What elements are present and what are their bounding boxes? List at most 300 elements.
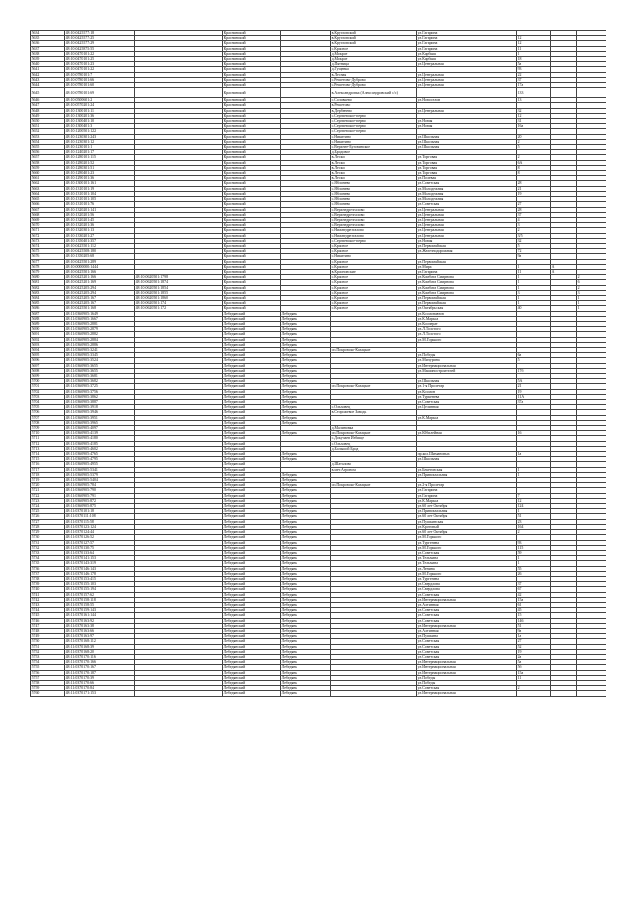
cell-cadastral-number: 48:11:0360905:3681 <box>65 374 135 379</box>
cell-street: ул.Интернациональная <box>417 597 517 602</box>
cell-street: ул.Свердлова <box>417 587 517 592</box>
cell-cadastral-number: 48:10:0470101:25 <box>65 57 135 62</box>
cell-cadastral-number: 48:11:0360905:3862 <box>65 394 135 399</box>
cell-house: 1 <box>517 472 551 477</box>
cell-settlement-council: Лебедянь <box>281 556 331 561</box>
cell-row-number: 5731 <box>31 540 65 545</box>
cell-house: 2 <box>517 530 551 535</box>
cell-house: 21 <box>517 384 551 389</box>
cell-row-number: 5712 <box>31 441 65 446</box>
cell-row-number: 5729 <box>31 530 65 535</box>
cell-cadastral-number: 48:10:1310101:76 <box>65 202 135 207</box>
cell-district: Лебедянский <box>223 452 281 457</box>
cell-cadastral-number: 48:10:1310101:105 <box>65 197 135 202</box>
cell-district: Краснинский <box>223 301 281 306</box>
cell-cadastral-number: 48:10:0780101:60 <box>65 83 135 88</box>
cell-cadastral-number: 48:10:1320201:36 <box>65 223 135 228</box>
cell-row-number: 5689 <box>31 321 65 326</box>
cell-cadastral-number: 48:11:0360905:4795 <box>65 457 135 462</box>
cell-locality: д.Малиновка <box>331 426 417 431</box>
cell-row-number: 5719 <box>31 478 65 483</box>
cell-house: 2 <box>517 228 551 233</box>
cell-settlement-council <box>281 88 331 98</box>
cell-settlement-council: Лебедянь <box>281 639 331 644</box>
cell-cadastral-number: 48:10:1280101:115 <box>65 155 135 160</box>
cell-locality: с.Верхнедрезгалово <box>331 223 417 228</box>
cell-street: ул.Алтинная <box>417 628 517 633</box>
cell-locality: с.Верхнедрезгалово <box>331 212 417 217</box>
cell-cadastral-number: 48:11:0360905:3524 <box>65 358 135 363</box>
cell-district: Лебедянский <box>223 483 281 488</box>
cell-settlement-council: Лебедянь <box>281 514 331 519</box>
cell-street: ул.Советская <box>417 649 517 654</box>
cell-street: ул.Карбыш <box>417 51 517 56</box>
cell-street: ул.Юбилейная <box>417 431 517 436</box>
cell-district: Краснинский <box>223 295 281 300</box>
cell-street: ул.Космонавтов <box>417 311 517 316</box>
cell-house: 12 <box>517 498 551 503</box>
cell-street: ул.Интернациональная <box>417 665 517 670</box>
cell-locality: с.Красное <box>331 264 417 269</box>
cell-district: Краснинский <box>223 98 281 103</box>
cell-house: 12 <box>517 113 551 118</box>
cell-street: ул.Комбата Смирнова <box>417 290 517 295</box>
table-row <box>31 88 607 98</box>
cell-street: ул.Алтинная <box>417 602 517 607</box>
cell-district: Краснинский <box>223 306 281 311</box>
cell-district: Краснинский <box>223 103 281 108</box>
cell-row-number: 5724 <box>31 504 65 509</box>
cell-street: ул.Победы <box>417 353 517 358</box>
cell-cadastral-number: 48:11:0370101:18 <box>65 509 135 514</box>
cell-street: ул.Центральная <box>417 77 517 82</box>
cell-district: Лебедянский <box>223 400 281 405</box>
cell-street: ул.60 лет Октября <box>417 530 517 535</box>
cell-cadastral-number: 48:11:0370127:57 <box>65 540 135 545</box>
cell-locality: с.Красное <box>331 275 417 280</box>
cell-cadastral-number: 48:10:0425205:167 <box>65 295 135 300</box>
cell-district: Краснинский <box>223 113 281 118</box>
cell-street: ул.Школьная <box>417 134 517 139</box>
cell-cadastral-number: 48:10:1320201:45 <box>65 217 135 222</box>
cell-locality: с.Сергиевское-перво <box>331 238 417 243</box>
cell-cadastral-number: 48:10:0425577:29 <box>65 41 135 46</box>
cell-cadastral-number: 48:11:0370111:108 <box>65 514 135 519</box>
cell-settlement-council: Лебедянь <box>281 524 331 529</box>
cell-street: ул.Тельмана <box>417 556 517 561</box>
cell-street: ул.Гагарина <box>417 269 517 274</box>
cell-row-number: 5760 <box>31 691 65 696</box>
cell-row-number: 5739 <box>31 582 65 587</box>
cell-house: 32 <box>517 238 551 243</box>
cell-row-number: 5732 <box>31 545 65 550</box>
cell-row-number: 5743 <box>31 602 65 607</box>
cell-cadastral-number: 48:10:0425508:180 <box>65 249 135 254</box>
cell-street: ул.Гагарина <box>417 488 517 493</box>
cell-locality: д.Мокрое <box>331 51 417 56</box>
cell-house: 15 <box>517 613 551 618</box>
cell-street: ул.Гагарина <box>417 41 517 46</box>
cell-house: 6А <box>517 160 551 165</box>
cell-row-number: 5634 <box>31 31 65 36</box>
cell-house: 1 <box>517 295 551 300</box>
cell-locality: сп.Покровско-Казацкое <box>331 384 417 389</box>
cell-street: ул.Советская <box>417 639 517 644</box>
cell-house: 9а <box>517 254 551 259</box>
cell-house: 1 <box>517 275 551 280</box>
cell-row-number: 5747 <box>31 623 65 628</box>
cell-street: ул.Советская <box>417 400 517 405</box>
cell-cadastral-number: 48:10:0425205:294 <box>65 290 135 295</box>
cell-district: Краснинский <box>223 83 281 88</box>
cell-settlement-council: Лебедянь <box>281 493 331 498</box>
cell-street: ул.Торговая <box>417 160 517 165</box>
cell-locality: д.Бродовое <box>331 150 417 155</box>
cell-street: ул.Привокзальная <box>417 509 517 514</box>
cell-district: Краснинский <box>223 275 281 280</box>
cell-cadastral-number: 48:10:1300401:10 <box>65 119 135 124</box>
cell-district: Лебедянский <box>223 436 281 441</box>
cell-district: Краснинский <box>223 124 281 129</box>
cell-district: Лебедянский <box>223 613 281 618</box>
cell-row-number: 5687 <box>31 311 65 316</box>
cell-street: ул.Торговая <box>417 165 517 170</box>
cell-house: 5А <box>517 379 551 384</box>
cell-settlement-council: Лебедянь <box>281 358 331 363</box>
cell-district: Краснинский <box>223 254 281 259</box>
cell-row-number: 5736 <box>31 566 65 571</box>
cell-locality: с.Верхнедрезгалово <box>331 207 417 212</box>
cell-row-number: 5700 <box>31 379 65 384</box>
cell-cadastral-number: 48:11:0360905:4185 <box>65 441 135 446</box>
cell-cadastral-number: 48:11:0370126:52 <box>65 535 135 540</box>
cell-house: 13 <box>517 98 551 103</box>
cell-cadastral-number: 48:10:1300101:161 <box>65 181 135 186</box>
cell-house: 11 <box>517 675 551 680</box>
cell-district: Лебедянский <box>223 332 281 337</box>
cell-locality: с.Соловьево <box>331 98 417 103</box>
cell-house: 22 <box>517 72 551 77</box>
cell-cadastral-number: 48:11:0360905:3345 <box>65 353 135 358</box>
cell-cadastral-number: 48:10:1280201:52 <box>65 160 135 165</box>
cell-settlement-council: Лебедянь <box>281 415 331 420</box>
cell-apartment: 3 <box>577 290 607 295</box>
cell-row-number: 5677 <box>31 259 65 264</box>
cell-district: Лебедянский <box>223 363 281 368</box>
cell-locality: в.Решетово <box>331 103 417 108</box>
cell-street: ул.Комбата Смирнова <box>417 280 517 285</box>
cell-house: 3 <box>517 290 551 295</box>
cell-cadastral-number: 48:11:0370168:20 <box>65 649 135 654</box>
cell-house: 16 <box>517 431 551 436</box>
cell-locality: с.Красное <box>331 295 417 300</box>
cell-cadastral-number: 48:10:1310101:19 <box>65 186 135 191</box>
cell-house: 5 <box>517 243 551 248</box>
cell-cadastral-number: 48:11:0360905:2884 <box>65 337 135 342</box>
cell-cadastral-number: 48:11:0370161:144 <box>65 613 135 618</box>
cell-street: ул.Школьная <box>417 139 517 144</box>
cell-district: Краснинский <box>223 150 281 155</box>
cell-settlement-council: Лебедянь <box>281 410 331 415</box>
cell-house: 7 <box>517 493 551 498</box>
cell-street: ул.Машиностроителей <box>417 368 517 373</box>
cell-locality: в.Кругловский <box>331 36 417 41</box>
cell-district: Краснинский <box>223 77 281 82</box>
cell-settlement-council: Лебедянь <box>281 550 331 555</box>
cell-district: Лебедянский <box>223 321 281 326</box>
cell-locality: с.Яблонево <box>331 202 417 207</box>
cell-settlement-council: Лебедянь <box>281 332 331 337</box>
cell-row-number: 5650 <box>31 119 65 124</box>
cell-old-cadastral-number: 48:10:0620501:1854 <box>135 285 223 290</box>
cell-house: 20 <box>517 134 551 139</box>
cell-house: 11 <box>517 46 551 51</box>
cell-locality: с.Красное <box>331 46 417 51</box>
cell-district: Лебедянский <box>223 660 281 665</box>
cell-district: Лебедянский <box>223 431 281 436</box>
cell-settlement-council: Лебедянь <box>281 316 331 321</box>
cell-settlement-council: Лебедянь <box>281 478 331 483</box>
cell-cadastral-number: 48:11:0370163:66 <box>65 628 135 633</box>
cell-district: Краснинский <box>223 212 281 217</box>
cell-street: ул.Интернациональная <box>417 363 517 368</box>
cell-cadastral-number: 48:11:0360905:2879 <box>65 327 135 332</box>
cell-district: Лебедянский <box>223 389 281 394</box>
cell-row-number: 5673 <box>31 238 65 243</box>
cell-house: 67 <box>517 587 551 592</box>
cell-cadastral-number: 48:11:0370124:44 <box>65 530 135 535</box>
cell-cadastral-number: 48:10:1330201:27 <box>65 233 135 238</box>
cell-settlement-council: Лебедянь <box>281 394 331 399</box>
cell-street: ул.60 лет Октября <box>417 504 517 509</box>
cell-district: Краснинский <box>223 134 281 139</box>
cell-district: Лебедянский <box>223 675 281 680</box>
cell-house: 21 <box>517 186 551 191</box>
cell-house: 28 <box>517 207 551 212</box>
cell-locality: в.Кругловский <box>331 31 417 36</box>
cell-street: ул.Советская <box>417 613 517 618</box>
cell-house: 51 <box>517 623 551 628</box>
cell-district: Лебедянский <box>223 634 281 639</box>
cell-street: ул.Торговая <box>417 155 517 160</box>
cell-settlement-council: Лебедянь <box>281 597 331 602</box>
cell-street: ул.Советская <box>417 686 517 691</box>
cell-row-number: 5671 <box>31 228 65 233</box>
cell-street: ул.М.Горького <box>417 545 517 550</box>
cell-house: 19 <box>517 389 551 394</box>
cell-cadastral-number: 48:10:1300101:11 <box>65 108 135 113</box>
cell-house: 17б <box>517 368 551 373</box>
cell-cadastral-number: 48:11:0370130:75 <box>65 545 135 550</box>
cell-settlement-council: Лебедянь <box>281 644 331 649</box>
cell-settlement-council: Лебедянь <box>281 342 331 347</box>
cell-locality: с.Красное <box>331 301 417 306</box>
cell-row-number: 5635 <box>31 36 65 41</box>
cell-row-number: 5706 <box>31 410 65 415</box>
cell-street: пр.кол.Шимановых <box>417 452 517 457</box>
cell-house: 9а <box>517 628 551 633</box>
cell-street: ул.Кротовый <box>417 524 517 529</box>
cell-street: ул.Школьная <box>417 145 517 150</box>
cell-row-number: 5748 <box>31 628 65 633</box>
cell-house: 164 <box>517 524 551 529</box>
cell-district: Лебедянский <box>223 535 281 540</box>
cell-row-number: 5642 <box>31 72 65 77</box>
cell-row-number: 5659 <box>31 165 65 170</box>
cell-row-number: 5746 <box>31 618 65 623</box>
cell-row-number: 5686 <box>31 306 65 311</box>
cell-district: Краснинский <box>223 181 281 186</box>
cell-locality <box>331 691 417 696</box>
cell-house: 146 <box>517 618 551 623</box>
cell-district: Краснинский <box>223 129 281 134</box>
cell-row-number: 5696 <box>31 358 65 363</box>
cell-district: Лебедянский <box>223 478 281 483</box>
cell-cadastral-number: 48:11:0360905:791 <box>65 493 135 498</box>
cell-cadastral-number: 48:10:0500601:2 <box>65 98 135 103</box>
cell-house: 5б <box>517 665 551 670</box>
cell-settlement-council: Лебедянь <box>281 566 331 571</box>
cell-apartment: 1 <box>577 306 607 311</box>
cell-locality: в.Кругловский <box>331 41 417 46</box>
cell-cadastral-number: 48:10:1230301:243 <box>65 134 135 139</box>
cell-locality: с.Докучаев Избище <box>331 436 417 441</box>
cell-settlement-council: Лебедянь <box>281 582 331 587</box>
cell-district: Лебедянский <box>223 649 281 654</box>
cell-house: 133 <box>517 88 551 98</box>
cell-street: ул.Советская <box>417 202 517 207</box>
cell-district: Краснинский <box>223 57 281 62</box>
cell-house: 124 <box>517 504 551 509</box>
cell-locality: сп.Покровско-Казацкое <box>331 483 417 488</box>
cell-house: 17а <box>517 83 551 88</box>
cell-street: ул.Космон <box>417 389 517 394</box>
cell-settlement-council: Лебедянь <box>281 504 331 509</box>
cell-district: Лебедянский <box>223 353 281 358</box>
cell-apartment: 1 <box>577 301 607 306</box>
cell-cadastral-number: 48:11:0360905:784 <box>65 483 135 488</box>
cell-row-number: 5641 <box>31 67 65 72</box>
cell-house: 6а <box>517 353 551 358</box>
cell-house: 37 <box>517 582 551 587</box>
cell-locality: в.Сторожевое Заводь <box>331 410 417 415</box>
cell-row-number: 5638 <box>31 51 65 56</box>
cell-locality: с.Никитино <box>331 134 417 139</box>
cell-settlement-council: Лебедянь <box>281 576 331 581</box>
cell-district: Краснинский <box>223 223 281 228</box>
cell-cadastral-number: 48:11:0370170:167 <box>65 665 135 670</box>
cell-row-number: 5643 <box>31 77 65 82</box>
cell-district: Лебедянский <box>223 524 281 529</box>
cell-district: Лебедянский <box>223 368 281 373</box>
cell-street: ул.1-я Пролетар <box>417 384 517 389</box>
cell-settlement-council: Лебедянь <box>281 321 331 326</box>
cell-row-number: 5750 <box>31 639 65 644</box>
cell-locality: с.Красное <box>331 285 417 290</box>
cell-district: Краснинский <box>223 243 281 248</box>
cell-row-number: 5685 <box>31 301 65 306</box>
cell-row-number: 5713 <box>31 446 65 451</box>
cell-row-number: 5758 <box>31 680 65 685</box>
cell-district: Краснинский <box>223 280 281 285</box>
cell-house: 1 <box>517 509 551 514</box>
cell-locality: д.Пятница <box>331 62 417 67</box>
cell-district: Краснинский <box>223 51 281 56</box>
cell-locality: с.Сергиевское-перво <box>331 119 417 124</box>
cell-cadastral-number: 48:11:0370170:166 <box>65 660 135 665</box>
cell-row-number: 5756 <box>31 670 65 675</box>
cell-building <box>551 88 577 98</box>
cell-cadastral-number: 48:10:1300201:36 <box>65 113 135 118</box>
cell-house: 2 <box>517 155 551 160</box>
cell-district: Краснинский <box>223 165 281 170</box>
cell-locality: с.Красное <box>331 306 417 311</box>
cell-row-number: 5654 <box>31 139 65 144</box>
cell-cadastral-number: 48:11:0370115:58 <box>65 519 135 524</box>
cell-settlement-council: Лебедянь <box>281 623 331 628</box>
cell-row-number: 5645 <box>31 88 65 98</box>
cell-house: 2 <box>517 139 551 144</box>
cell-cadastral-number: 48:11:0370143:319 <box>65 561 135 566</box>
cell-row-number: 5679 <box>31 269 65 274</box>
cell-district: Лебедянский <box>223 691 281 696</box>
cell-settlement-council: Лебедянь <box>281 561 331 566</box>
cell-settlement-council: Лебедянь <box>281 431 331 436</box>
cell-house: 1 <box>517 280 551 285</box>
cell-cadastral-number: 48:10:0470101:22 <box>65 67 135 72</box>
cell-district: Краснинский <box>223 238 281 243</box>
cell-cadastral-number: 48:11:0370141:153 <box>65 556 135 561</box>
cell-cadastral-number: 48:10:0780101:66 <box>65 77 135 82</box>
cell-district: Лебедянский <box>223 472 281 477</box>
cell-cadastral-number: 48:10:0425201:166 <box>65 275 135 280</box>
cell-street: ул.Советская <box>417 550 517 555</box>
cell-row-number: 5704 <box>31 400 65 405</box>
cell-district: Лебедянский <box>223 446 281 451</box>
cell-old-cadastral-number: 48:10:0620501:1798 <box>135 275 223 280</box>
cell-cadastral-number: 48:11:0370170:187 <box>65 670 135 675</box>
cell-row-number: 5688 <box>31 316 65 321</box>
cell-street: ул.Тельмана <box>417 561 517 566</box>
cell-house: 5а <box>517 62 551 67</box>
cell-house: 1 <box>517 561 551 566</box>
cell-settlement-council: Лебедянь <box>281 675 331 680</box>
cell-settlement-council: Лебедянь <box>281 488 331 493</box>
cell-district: Краснинский <box>223 31 281 36</box>
cell-street: ул.Пушкинская <box>417 519 517 524</box>
cell-settlement-council: Лебедянь <box>281 628 331 633</box>
cell-cadastral-number: 48:10:0780101:7 <box>65 72 135 77</box>
cell-cadastral-number: 48:11:0370168:112 <box>65 639 135 644</box>
cell-settlement-council: Лебедянь <box>281 457 331 462</box>
cell-settlement-council: Лебедянь <box>281 691 331 696</box>
cell-cadastral-number: 48:11:0370163:92 <box>65 618 135 623</box>
cell-settlement-council: Лебедянь <box>281 368 331 373</box>
cell-locality: д.Большой Брод <box>331 446 417 451</box>
cell-cadastral-number: 48:11:0370133:64 <box>65 550 135 555</box>
cell-cadastral-number: 48:11:0360905:2882 <box>65 332 135 337</box>
cell-district: Лебедянский <box>223 571 281 576</box>
cell-settlement-council: Лебедянь <box>281 634 331 639</box>
cell-locality: с.Решетово-Дуброво <box>331 77 417 82</box>
cell-row-number: 5757 <box>31 675 65 680</box>
cell-building: А <box>551 264 577 269</box>
cell-row-number: 5734 <box>31 556 65 561</box>
cell-house: 4 <box>517 217 551 222</box>
cell-cadastral-number: 48:11:0360905:872 <box>65 498 135 503</box>
cell-district: Лебедянский <box>223 514 281 519</box>
cell-street: ул.Центральная <box>417 108 517 113</box>
